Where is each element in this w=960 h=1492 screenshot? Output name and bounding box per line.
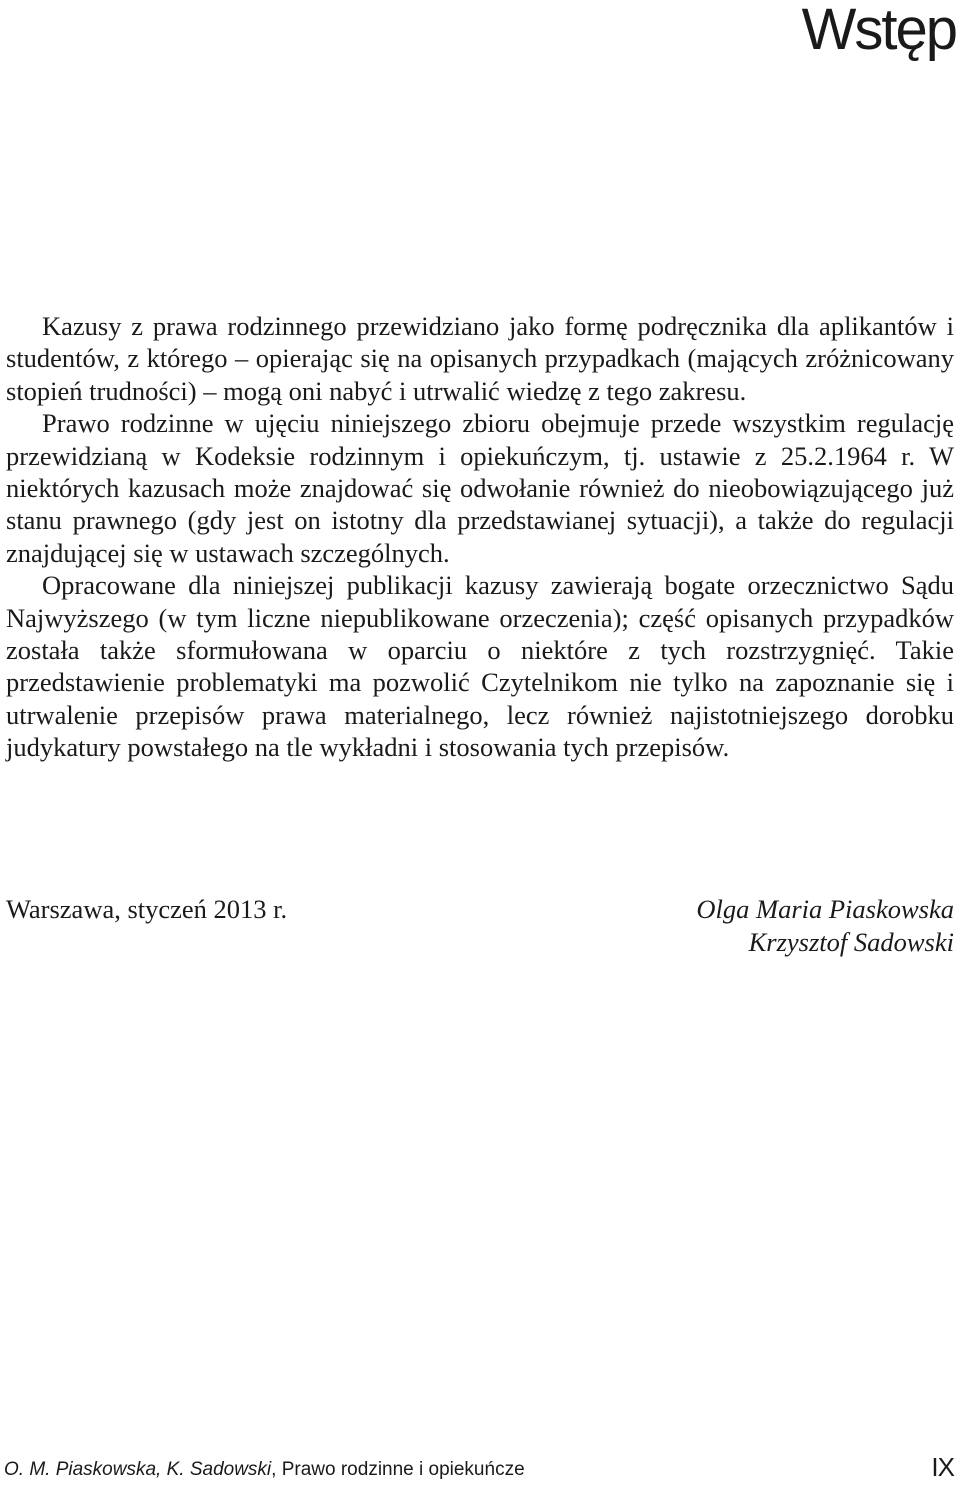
author-1: Olga Maria Piaskowska: [696, 894, 954, 924]
place-date: Warszawa, styczeń 2013 r.: [6, 894, 288, 924]
footer-authors: O. M. Piaskowska, K. Sadowski: [4, 1459, 272, 1480]
signature-authors: [696, 893, 954, 958]
running-footer: [4, 1458, 525, 1482]
page-title: Wstęp: [801, 0, 956, 62]
preface-body: [6, 310, 954, 764]
paragraph-2: Prawo rodzinne w ujęciu niniejszego zbioru obejmuje przede wszystkim regulację przewidzianą w Kodeksie rodzinnym i opiekuńczym, tj. ustawie z 25.2.1964 r. W niektórych kazusach może znajdować się odwołanie również do nieobowiązującego już stanu prawnego (gdy jest on istotny dla przedstawianej sytuacji), a także do regulacji znajdującej się w ustawach szczególnych.: [6, 408, 954, 568]
author-2: Krzysztof Sadowski: [748, 926, 954, 957]
paragraph-3: Opracowane dla niniejszej publikacji kazusy zawierają bogate orzecznictwo Sądu Najwyższego (w tym liczne niepublikowane orzeczenia); część opisanych przypadków została także sformułowana w oparciu o niektóre z tych rozstrzygnięć. Takie przedstawienie problematyki ma pozwolić Czytelnikom nie tylko na zapoznanie się i utrwalenie przepisów prawa materialnego, lecz również najistotniejszego dorobku judykatury powstałego na tle wykładni i stosowania tych przepisów.: [6, 570, 954, 763]
footer-book-title: Prawo rodzinne i opiekuńcze: [281, 1459, 525, 1480]
footer-separator: ,: [271, 1459, 282, 1480]
paragraph-1: Kazusy z prawa rodzinnego przewidziano jako formę podręcznika dla aplikantów i studentów, z którego – opierając się na opisanych przypadkach (mających zróżnicowany stopień trudności) – mogą oni nabyć i utrwalić wiedzę z tego zakresu.: [6, 311, 954, 406]
page-number: IX: [931, 1452, 954, 1482]
